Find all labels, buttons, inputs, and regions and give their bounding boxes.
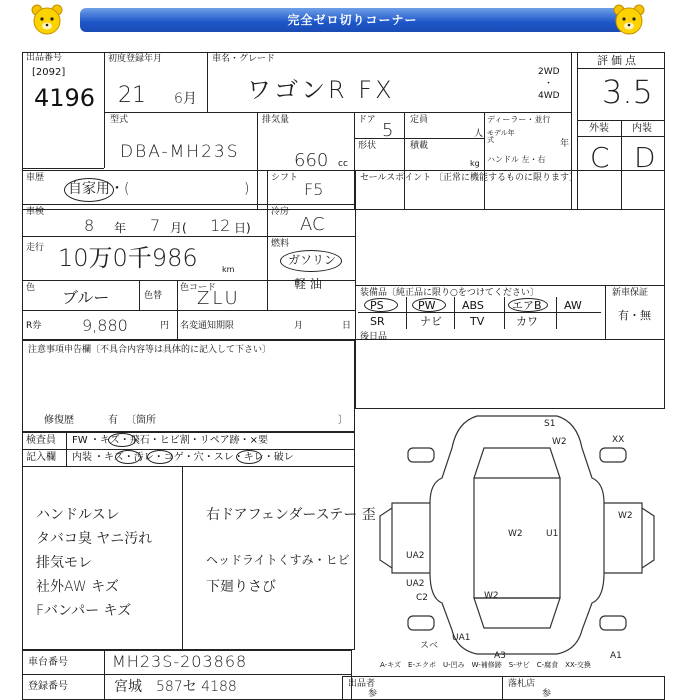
color-change-label: 色替 [144,291,163,301]
equip-leather: カワ [516,315,538,328]
mark-w2-center: W2 [508,529,523,539]
mileage-label: 走行 [26,243,45,253]
mark-s1: S1 [544,419,556,429]
mascot-bear-icon [30,3,64,37]
history-value: 自家用・( [68,181,130,197]
model-label: 車名・グレード [212,54,276,64]
buyer-label: 落札店 [508,679,536,689]
buyer-mark: 参 [542,689,552,699]
equip-navi: ナビ [420,315,442,328]
repair-value: 有 [108,415,118,426]
name-change-label: 名変通知期限 [180,321,235,331]
name-change-month: 月 [294,321,304,331]
shape-label: 形状 [358,141,377,151]
ac-value: AC [300,214,325,235]
equipment-label: 装備品〔純正品に限り○をつけてください〕 [360,288,539,298]
recycle-label: R券 [26,321,42,331]
color-code-value: ZLU [197,288,241,309]
banner-title: 完全ゼロ切りコーナー [80,8,625,32]
mark-ua2-a: UA2 [406,551,425,561]
interior-grade: D [634,141,656,174]
capacity-label: 定員 [410,115,429,125]
load-unit: kg [470,159,480,168]
recycle-unit: 円 [160,321,170,331]
displacement-value: 660 [294,150,329,171]
shift-value: F5 [304,180,324,199]
equip-airbag: エアB [512,299,542,312]
equip-sr: SR [370,315,385,328]
fuel-option: 軽 油 [294,277,322,291]
first-reg-label: 初度登録年月 [108,54,163,64]
notes-label: 注意事項申告欄〔不具合内容等は具体的に記入して下さい〕 [28,345,272,355]
after-items-label: 後日品 [360,332,388,342]
fw-items: ・キズ・飛石・ヒビ割・リペア跡・×要 [90,435,268,446]
mileage-value: 10万0千986 [58,244,198,272]
shaken-day-unit: 日) [234,221,251,235]
color-label: 色 [26,283,36,293]
note-left-1: ハンドルスレ [36,507,120,523]
mascot-bear-icon [612,3,646,37]
lot-code: [2092] [32,67,66,78]
shaken-label: 車検 [26,207,45,217]
fuel-value: ガソリン [288,253,337,267]
type-label: 型式 [110,115,129,125]
reg-label: 登録番号 [28,681,68,692]
equipment-grid [358,297,601,329]
mark-w2-lower: W2 [484,591,499,601]
model-value: ワゴンR FX [247,76,395,104]
drive-4wd: 4WD [538,91,560,101]
first-reg-month: 6月 [174,91,197,107]
chassis-label: 車台番号 [28,657,68,668]
mark-u1: U1 [546,529,559,539]
diagram-legend: A-キズ E-エクボ U-凹み W-補修跡 S-サビ C-腐食 XX-交換 [380,661,591,669]
fw-head: FW [72,435,88,446]
note-left-5: Fバンパー キズ [36,603,132,619]
history-close: ) [244,181,250,197]
mark-w2-right: W2 [618,511,633,521]
ac-label: 冷房 [271,207,290,217]
equip-tv: TV [470,315,485,328]
note-left-3: 排気モレ [36,555,92,571]
note-right-2: ヘッドライトくすみ・ヒビ [206,553,350,567]
displacement-label: 排気量 [262,115,290,125]
equip-aw: AW [564,299,582,312]
shaken-month: 7 [150,216,161,235]
shaken-year-unit: 年 [114,221,127,235]
seller-mark: 参 [368,689,378,699]
shaken-month-unit: 月( [170,221,187,235]
reg-value: 宮城 587セ 4188 [114,679,237,695]
score-value: 3.5 [602,73,653,111]
repair-area: 〔箇所 [126,415,156,426]
history-label: 車歴 [26,173,45,183]
shift-label: シフト [271,173,299,183]
mark-xx: XX [612,435,625,445]
repair-close: 〕 [338,415,348,426]
mark-c2: C2 [416,593,429,603]
exterior-grade: C [590,141,610,174]
seller-frame [342,676,665,700]
mark-a1: A1 [610,651,622,661]
after-items-frame [355,329,665,409]
mileage-unit: km [222,265,235,274]
dealer-label: ディーラー・並行 [487,115,551,124]
handle-label: ハンドル 左・右 [487,155,546,164]
auction-sheet [22,40,665,700]
color-code-label: 色コード [180,283,217,293]
drive-2wd: 2WD [538,67,560,77]
new-car-label: 新車保証 [612,288,649,298]
mark-a3: A3 [494,651,506,661]
exterior-label: 外装 [589,123,609,134]
score-label: 評価点 [597,54,639,67]
name-change-day: 日 [342,321,352,331]
seller-label: 出品者 [348,679,376,689]
equip-pw: PW [418,299,436,312]
inspector-label: 検査員 [26,435,56,446]
load-label: 積載 [410,141,429,151]
doors-value: 5 [382,120,394,141]
fuel-label: 燃料 [271,239,290,249]
mark-ua2-b: UA2 [406,579,425,589]
entry-label: 記入欄 [26,452,56,463]
first-reg-year: 21 [118,83,146,108]
equip-ps: PS [370,299,384,312]
note-right-3: 下廻りさび [206,579,276,595]
car-damage-diagram [372,408,662,661]
mark-ua1: UA1 [452,633,471,643]
interior-items: ・キズ・汚レ・コゲ・穴・スレ・キレ・破レ [94,452,294,463]
doors-label: ドア [358,115,376,125]
model-year-label: モデル年式 [487,129,515,144]
type-value: DBA-MH23S [120,142,240,162]
color-value: ブルー [62,288,110,307]
venue-label: 出品番号 [26,53,63,63]
capacity-unit: 人 [474,129,484,139]
note-left-2: タバコ臭 ヤニ汚れ [36,531,153,547]
interior-head: 内装 [72,452,92,463]
note-right-1: 右ドアフェンダーステー 歪 [206,507,376,523]
mark-w2-top: W2 [552,437,567,447]
chassis-value: MH23S-203868 [112,652,248,671]
shaken-day: 12 [210,216,231,235]
displacement-unit: cc [338,159,348,169]
new-car-value: 有・無 [618,309,651,322]
note-left-4: 社外AW キズ [36,579,119,595]
drive-dot: ・ [544,79,554,89]
shaken-year: 8 [84,216,95,235]
equip-abs: ABS [462,299,484,312]
model-year-unit: 年 [560,139,570,149]
interior-label: 内装 [632,123,652,134]
sales-points-label: セールスポイント 〔正常に機能するものに限ります〕 [360,173,579,183]
mark-sube: スベ [420,641,439,651]
lot-number: 4196 [34,84,96,112]
repair-label: 修復歴 [44,415,74,426]
recycle-value: 9,880 [82,316,128,335]
